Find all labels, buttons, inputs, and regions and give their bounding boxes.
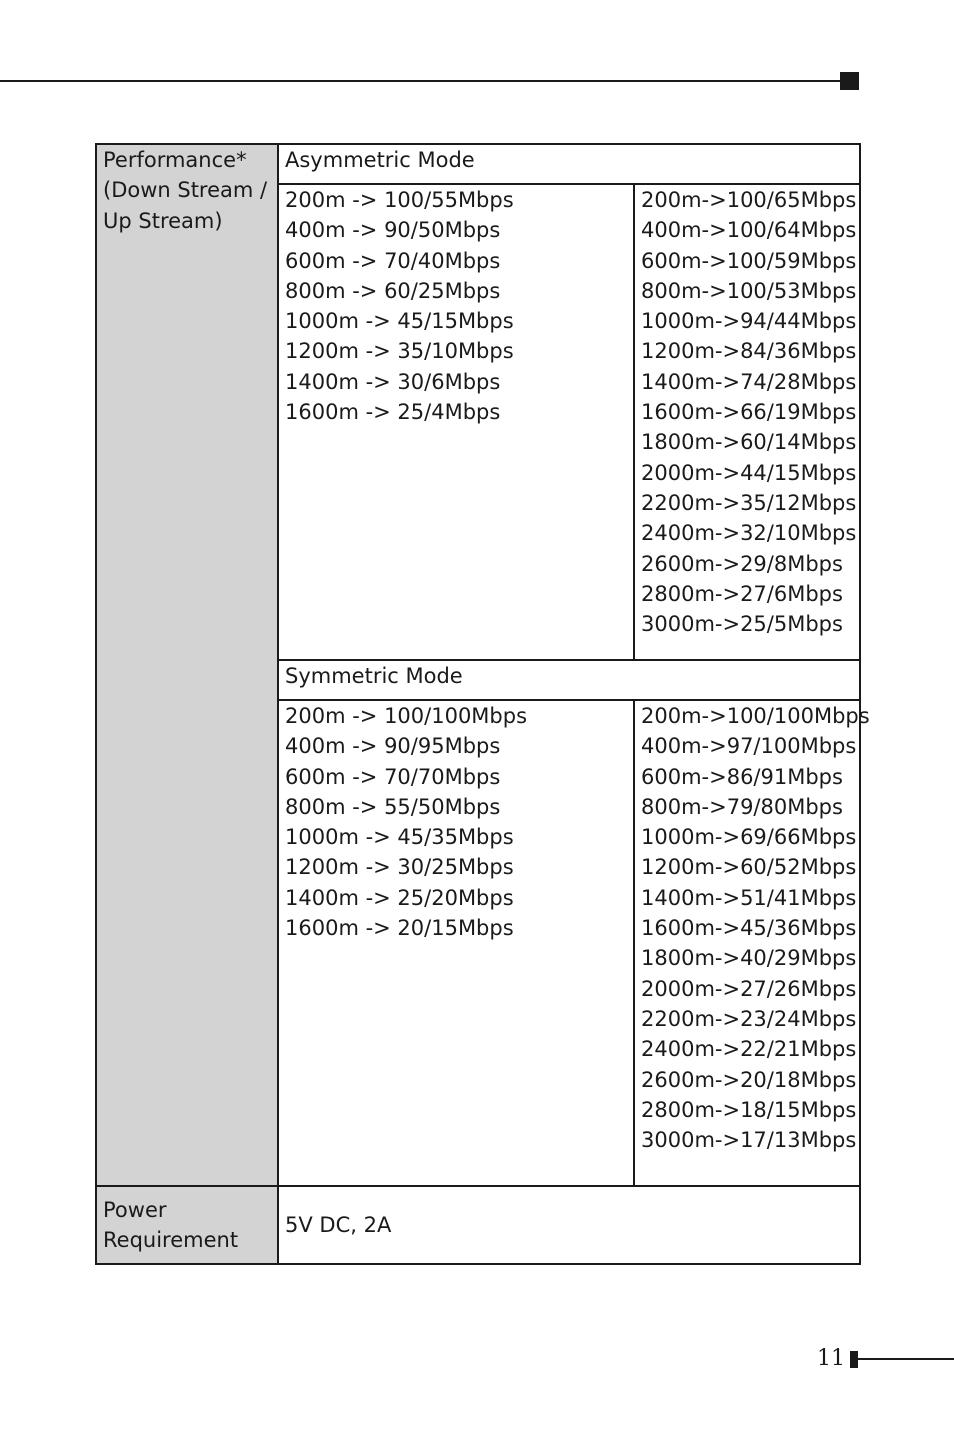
- power-label-line: Power: [103, 1197, 167, 1222]
- speed-entry: 1600m->45/36Mbps: [641, 916, 857, 941]
- footer-rule: [858, 1358, 954, 1360]
- speed-entry: 600m->100/59Mbps: [641, 248, 857, 273]
- speed-entry: 200m -> 100/55Mbps: [285, 188, 514, 212]
- speed-entry: 1200m->60/52Mbps: [641, 855, 857, 880]
- speed-entry: 2400m->32/10Mbps: [641, 521, 857, 546]
- header-rule: [0, 80, 842, 82]
- speed-entry: 1400m->74/28Mbps: [641, 369, 857, 394]
- speed-entry: 1000m -> 45/35Mbps: [285, 825, 514, 850]
- speed-entry: 400m->100/64Mbps: [641, 218, 857, 243]
- asymmetric-header-row: [96, 144, 860, 184]
- speed-entry: 200m -> 100/100Mbps: [285, 704, 528, 728]
- speed-entry: 1600m -> 25/4Mbps: [285, 400, 501, 425]
- speed-entry: 1200m->84/36Mbps: [641, 339, 857, 364]
- speed-entry: 800m->79/80Mbps: [641, 794, 843, 819]
- speed-entry: 800m -> 55/50Mbps: [285, 794, 501, 819]
- speed-entry: 1400m->51/41Mbps: [641, 885, 857, 910]
- speed-entry: 2000m->27/26Mbps: [641, 976, 857, 1001]
- speed-entry: 2000m->44/15Mbps: [641, 460, 857, 485]
- speed-entry: 800m->100/53Mbps: [641, 278, 857, 303]
- speed-entry: 1000m->94/44Mbps: [641, 309, 857, 334]
- performance-label-line: (Down Stream /: [103, 178, 268, 203]
- symmetric-right-list: [634, 700, 870, 1186]
- asymmetric-right-list: [634, 184, 860, 660]
- symmetric-mode-title: Symmetric Mode: [278, 660, 860, 700]
- symmetric-left-list: [278, 700, 634, 1186]
- speed-entry: 1400m -> 30/6Mbps: [285, 369, 501, 394]
- speed-entry: 1400m -> 25/20Mbps: [285, 885, 514, 910]
- speed-entry: 2800m->18/15Mbps: [641, 1097, 857, 1122]
- speed-entry: 1200m -> 30/25Mbps: [285, 855, 514, 880]
- speed-entry: 2600m->29/8Mbps: [641, 551, 843, 576]
- header-square-marker: [840, 72, 859, 90]
- speed-entry: 200m->100/65Mbps: [641, 188, 857, 212]
- speed-entry: 2200m->23/24Mbps: [641, 1006, 857, 1031]
- footer-square-marker: [850, 1351, 858, 1368]
- performance-label-line: Up Stream): [103, 208, 223, 233]
- speed-entry: 600m -> 70/70Mbps: [285, 764, 501, 789]
- speed-entry: 1000m->69/66Mbps: [641, 825, 857, 850]
- speed-entry: 800m -> 60/25Mbps: [285, 278, 501, 303]
- performance-label-cell: [96, 144, 278, 1186]
- power-label-cell: [96, 1186, 278, 1264]
- power-row: [96, 1186, 860, 1264]
- speed-entry: 3000m->17/13Mbps: [641, 1128, 857, 1153]
- speed-entry: 1000m -> 45/15Mbps: [285, 309, 514, 334]
- speed-entry: 400m -> 90/50Mbps: [285, 218, 501, 243]
- speed-entry: 2600m->20/18Mbps: [641, 1067, 857, 1092]
- speed-entry: 400m -> 90/95Mbps: [285, 734, 501, 759]
- speed-entry: 600m -> 70/40Mbps: [285, 248, 501, 273]
- power-value: 5V DC, 2A: [278, 1186, 860, 1264]
- asymmetric-left-list: [278, 184, 634, 660]
- speed-entry: 200m->100/100Mbps: [641, 704, 870, 728]
- speed-entry: 1600m -> 20/15Mbps: [285, 916, 514, 941]
- speed-entry: 2800m->27/6Mbps: [641, 581, 843, 606]
- performance-label-line: Performance*: [103, 148, 247, 172]
- speed-entry: 600m->86/91Mbps: [641, 764, 843, 789]
- speed-entry: 2200m->35/12Mbps: [641, 490, 857, 515]
- speed-entry: 1200m -> 35/10Mbps: [285, 339, 514, 364]
- speed-entry: 3000m->25/5Mbps: [641, 612, 843, 637]
- spec-table: [95, 143, 870, 1265]
- speed-entry: 1800m->40/29Mbps: [641, 946, 857, 971]
- speed-entry: 400m->97/100Mbps: [641, 734, 857, 759]
- power-label-line: Requirement: [103, 1228, 239, 1252]
- speed-entry: 1800m->60/14Mbps: [641, 430, 857, 455]
- asymmetric-mode-title: Asymmetric Mode: [278, 144, 860, 184]
- page-number: 11: [817, 1346, 845, 1371]
- speed-entry: 2400m->22/21Mbps: [641, 1037, 857, 1062]
- speed-entry: 1600m->66/19Mbps: [641, 400, 857, 425]
